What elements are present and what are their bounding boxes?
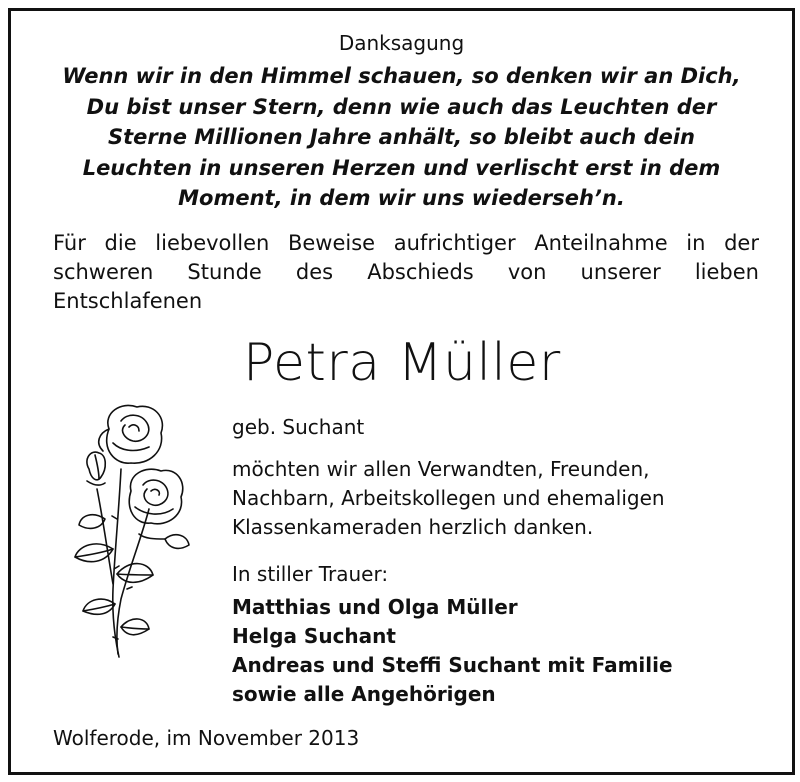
intro-line: Entschlafenen (53, 289, 203, 313)
thanks-line: Klassenkameraden herzlich danken. (232, 515, 594, 539)
intro-text (53, 229, 759, 316)
intro-line: Für die liebevollen Beweise aufrichtiger Anteilnahme in der (53, 231, 759, 255)
deceased-name: Petra Müller (243, 333, 561, 393)
thanks-line: möchten wir allen Verwandten, Freunden, (232, 457, 650, 481)
birth-name: geb. Suchant (232, 415, 365, 439)
verse-block (31, 61, 772, 214)
place-date: Wolferode, im November 2013 (53, 726, 360, 750)
thanks-line: Nachbarn, Arbeitskollegen und ehemaligen (232, 486, 665, 510)
heading: Danksagung (338, 31, 465, 55)
verse-line: Sterne Millionen Jahre anhält, so bleibt auch dein (108, 125, 695, 149)
verse-line: Du bist unser Stern, denn wie auch das Leuchten der (86, 94, 717, 119)
verse-line: Moment, in dem wir uns wiederseh’n. (178, 186, 625, 210)
mourner-name: Helga Suchant (232, 624, 396, 648)
verse-line: Leuchten in unseren Herzen und verlischt erst in dem (82, 155, 721, 180)
intro-line: schweren Stunde des Abschieds von unserer lieben (53, 260, 759, 284)
obituary-frame (8, 8, 795, 775)
mourner-name: sowie alle Angehörigen (232, 682, 496, 706)
mourning-label: In stiller Trauer: (232, 562, 389, 586)
mourner-name: Andreas und Steffi Suchant mit Familie (232, 653, 673, 677)
verse-line: Wenn wir in den Himmel schauen, so denken wir an Dich, (62, 64, 741, 88)
mourner-name: Matthias und Olga Müller (232, 595, 518, 619)
rose-icon (69, 399, 199, 661)
